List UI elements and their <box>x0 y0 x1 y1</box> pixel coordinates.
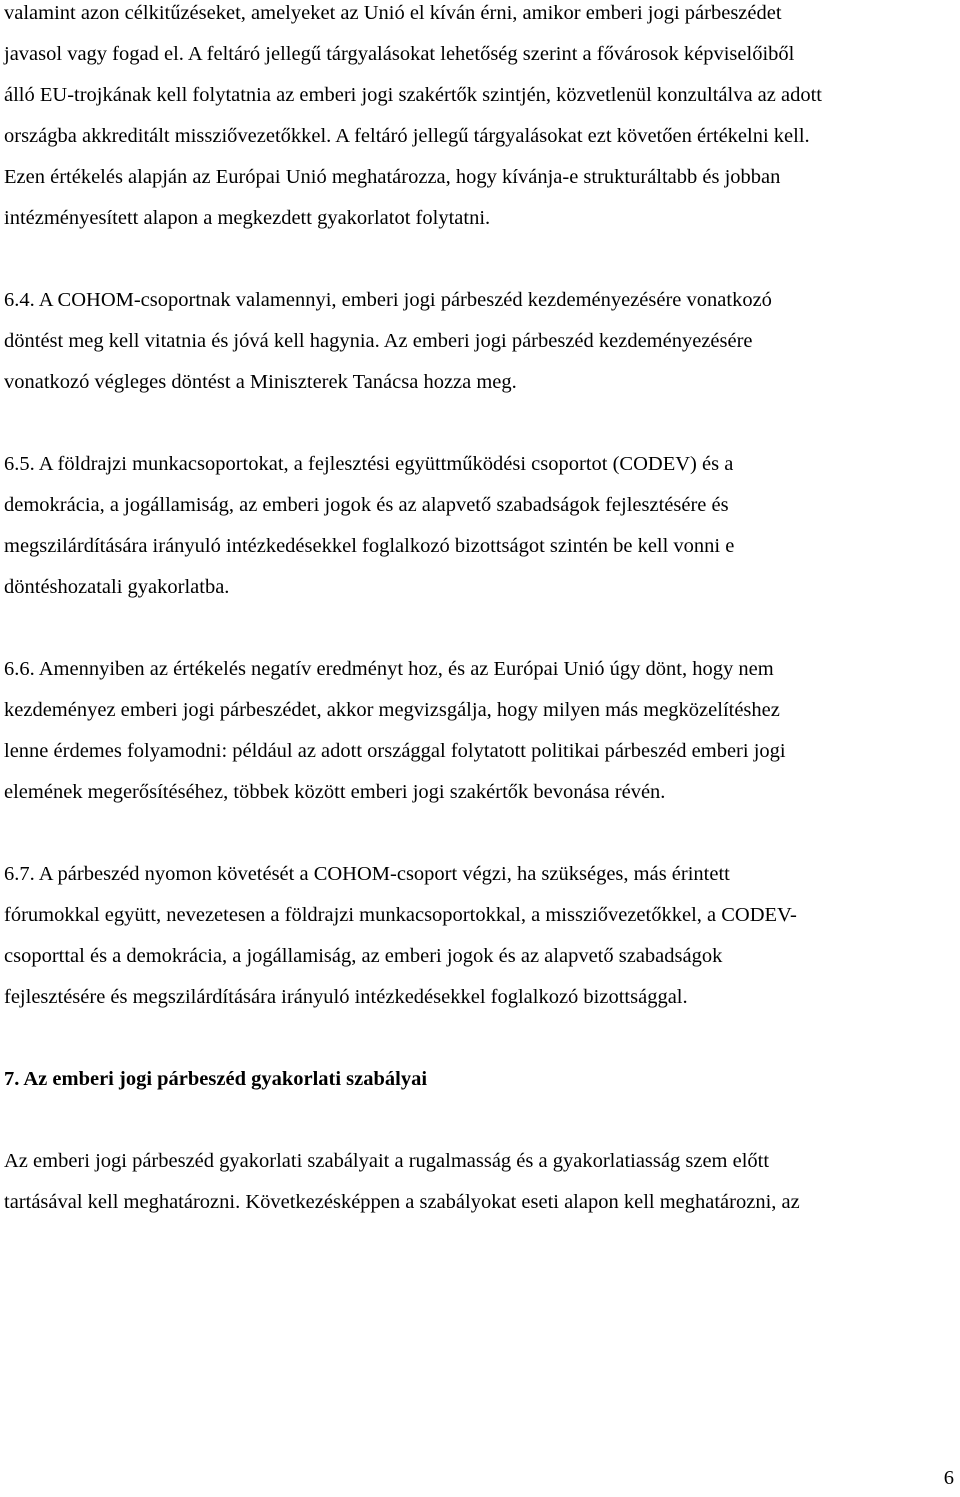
text-line: valamint azon célkitűzéseket, amelyeket az Unió el kíván érni, amikor emberi jogi párbeszédet <box>4 2 782 24</box>
text-line: Az emberi jogi párbeszéd gyakorlati szabályait a rugalmasság és a gyakorlatiasság szem előtt <box>4 1150 770 1172</box>
text-line: fórumokkal együtt, nevezetesen a földrajzi munkacsoportokkal, a missziővezetőkkel, a CODEV- <box>4 904 797 926</box>
text-line: elemének megerősítéséhez, többek között emberi jogi szakértők bevonása révén. <box>4 781 666 803</box>
text-line: 6.7. A párbeszéd nyomon követését a COHOM-csoport végzi, ha szükséges, más érintett <box>4 863 730 885</box>
text-line: országba akkreditált missziővezetőkkel. A feltáró jellegű tárgyalásokat ezt követően értékelni kell. <box>4 125 810 147</box>
text-line: intézményesített alapon a megkezdett gyakorlatot folytatni. <box>4 207 491 229</box>
text-line: álló EU-trojkának kell folytatnia az emberi jogi szakértők szintjén, közvetlenül konzultálva az adott <box>4 84 822 106</box>
text-line: 6.5. A földrajzi munkacsoportokat, a fejlesztési együttműködési csoportot (CODEV) és a <box>4 453 734 475</box>
page-number: 6 <box>943 1467 954 1489</box>
text-line: megszilárdítására irányuló intézkedésekkel foglalkozó bizottságot szintén be kell vonni e <box>4 535 735 557</box>
text-line: tartásával kell meghatározni. Következésképpen a szabályokat eseti alapon kell meghatározni, az <box>4 1191 800 1213</box>
text-line: javasol vagy fogad el. A feltáró jellegű tárgyalásokat lehetőség szerint a fővárosok képviselőiből <box>4 43 795 65</box>
text-line: lenne érdemes folyamodni: például az adott országgal folytatott politikai párbeszéd emberi jogi <box>4 740 786 762</box>
text-line: kezdeményez emberi jogi párbeszédet, akkor megvizsgálja, hogy milyen más megközelítéshez <box>4 699 780 721</box>
text-line: demokrácia, a jogállamiság, az emberi jogok és az alapvető szabadságok fejlesztésére és <box>4 494 729 516</box>
text-line: vonatkozó végleges döntést a Miniszterek Tanácsa hozza meg. <box>4 371 517 393</box>
section-7-heading: 7. Az emberi jogi párbeszéd gyakorlati szabályai <box>4 1068 428 1090</box>
text-line: döntést meg kell vitatnia és jóvá kell hagynia. Az emberi jogi párbeszéd kezdeményezésére <box>4 330 753 352</box>
text-line: Ezen értékelés alapján az Európai Unió meghatározza, hogy kívánja-e strukturáltabb és jobban <box>4 166 781 188</box>
text-line: döntéshozatali gyakorlatba. <box>4 576 230 598</box>
text-line: csoporttal és a demokrácia, a jogállamiság, az emberi jogok és az alapvető szabadságok <box>4 945 723 967</box>
text-line: fejlesztésére és megszilárdítására irányuló intézkedésekkel foglalkozó bizottsággal. <box>4 986 688 1008</box>
text-line: 6.4. A COHOM-csoportnak valamennyi, emberi jogi párbeszéd kezdeményezésére vonatkozó <box>4 289 772 311</box>
text-line: 6.6. Amennyiben az értékelés negatív eredményt hoz, és az Európai Unió úgy dönt, hogy nem <box>4 658 774 680</box>
